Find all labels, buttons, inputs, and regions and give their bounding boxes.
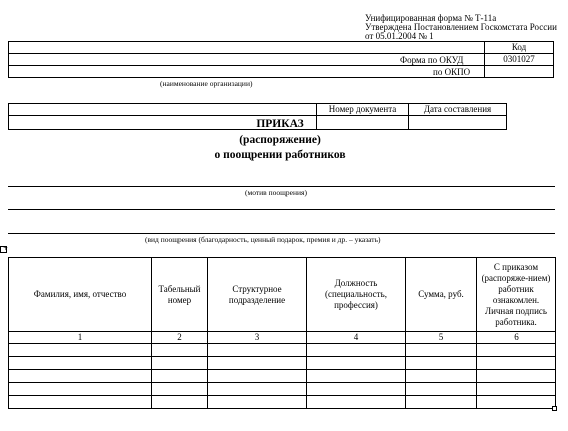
- doc-date-field[interactable]: [408, 115, 507, 130]
- table-row[interactable]: [9, 357, 555, 369]
- title-subject: о поощрении работников: [214, 149, 346, 161]
- doc-date-header: Дата составления: [408, 103, 507, 116]
- organization-caption: (наименование организации): [160, 79, 253, 88]
- okpo-label: по ОКПО: [433, 67, 471, 77]
- header-position: Должность (специальность, профессия): [325, 278, 387, 310]
- table-row[interactable]: [9, 396, 555, 408]
- column-number-4: 4: [353, 332, 359, 342]
- reward-type-caption: (вид поощрения (благодарность, ценный подарок, премия и др. – указать): [145, 235, 381, 244]
- table-row[interactable]: [9, 383, 555, 395]
- header-department: Структурное подразделение: [228, 283, 286, 305]
- organization-field-row3[interactable]: [8, 65, 485, 78]
- column-number-2: 2: [177, 332, 182, 342]
- form-header-line3: от 05.01.2004 № 1: [365, 31, 434, 41]
- okpo-code[interactable]: [484, 65, 554, 78]
- table-resize-handle[interactable]: [552, 406, 557, 411]
- table-row[interactable]: [9, 370, 555, 382]
- header-amount: Сумма, руб.: [418, 289, 464, 299]
- title-prikaz: ПРИКАЗ: [256, 118, 304, 130]
- okud-label: Форма по ОКУД: [400, 55, 464, 65]
- title-rasporyazhenie: (распоряжение): [239, 134, 321, 146]
- column-number-5: 5: [438, 332, 444, 342]
- table-row[interactable]: [9, 344, 555, 356]
- reward-line1[interactable]: [8, 209, 555, 210]
- reason-line[interactable]: [8, 186, 555, 187]
- column-number-1: 1: [77, 332, 83, 342]
- header-signature: С приказом (распоряже-нием) работник ознакомлен. Личная подпись работника.: [481, 261, 551, 327]
- reward-line2[interactable]: [8, 233, 555, 234]
- table-move-handle[interactable]: +: [0, 246, 7, 253]
- header-tabel-number: Табельный номер: [158, 283, 201, 305]
- form-header-line1: Унифицированная форма № Т-11а: [365, 13, 497, 23]
- column-number-3: 3: [254, 332, 260, 342]
- doc-number-header: Номер документа: [316, 103, 409, 116]
- reason-caption: (мотив поощрения): [245, 188, 307, 197]
- column-number-6: 6: [514, 332, 519, 342]
- header-fio: Фамилия, имя, отчество: [33, 289, 127, 299]
- kod-header: Код: [484, 41, 554, 54]
- okud-code[interactable]: 0301027: [484, 53, 554, 66]
- form-header-line2: Утверждена Постановлением Госкомстата России: [365, 22, 557, 32]
